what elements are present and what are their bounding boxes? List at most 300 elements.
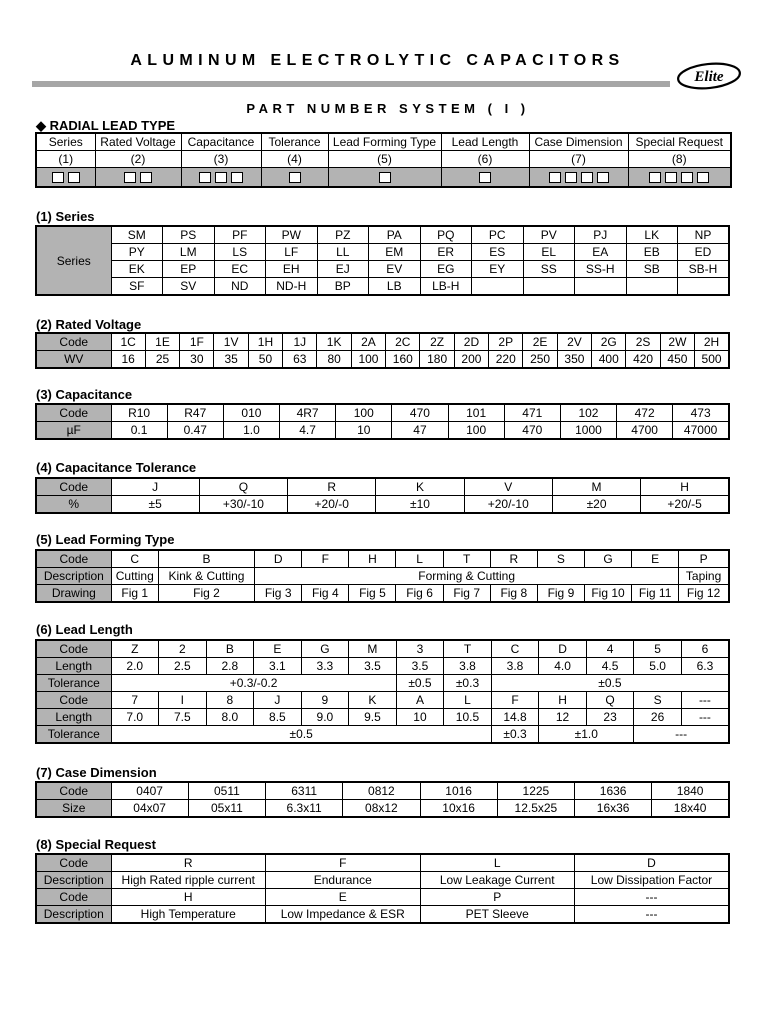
length-cell: 8.0 xyxy=(206,709,254,726)
code-cell: 1K xyxy=(317,333,351,351)
field-number: (5) xyxy=(328,151,441,168)
capacitance-table xyxy=(35,403,730,440)
code-label: Code xyxy=(36,854,111,872)
length-cell: 3.1 xyxy=(254,658,302,675)
digit-box xyxy=(199,172,211,183)
code-cell: P xyxy=(679,550,729,568)
code-cell: 470 xyxy=(392,404,448,422)
wv-cell: 250 xyxy=(523,351,557,369)
field-number: (3) xyxy=(181,151,261,168)
series-code: SM xyxy=(111,226,163,244)
digit-box xyxy=(665,172,677,183)
uf-row xyxy=(36,422,729,440)
series-code: EA xyxy=(575,244,627,261)
series-code: PY xyxy=(111,244,163,261)
capacitance-tolerance-table xyxy=(35,477,730,514)
size-cell: 04x07 xyxy=(111,800,188,818)
code-cell: 101 xyxy=(448,404,504,422)
code-cell: V xyxy=(464,478,552,496)
field-number: (2) xyxy=(95,151,181,168)
length-cell: 2.0 xyxy=(111,658,159,675)
wv-cell: 180 xyxy=(420,351,454,369)
code-cell: Q xyxy=(586,692,634,709)
length-cell: 4.5 xyxy=(586,658,634,675)
special-request-heading: (8) Special Request xyxy=(36,837,156,852)
code-cell: 471 xyxy=(504,404,560,422)
length-label: Length xyxy=(36,709,111,726)
lead-forming-type-heading: (5) Lead Forming Type xyxy=(36,532,175,547)
wv-cell: 350 xyxy=(557,351,591,369)
code-cell: J xyxy=(254,692,302,709)
tolerance-cell: +0.3/-0.2 xyxy=(111,675,396,692)
field-label: Lead Length xyxy=(441,133,529,151)
tolerance-cell: ±1.0 xyxy=(539,726,634,744)
code-cell: K xyxy=(376,478,464,496)
tolerance-cell: ±0.5 xyxy=(111,726,491,744)
code-cell: K xyxy=(349,692,397,709)
length-cell: 10.5 xyxy=(444,709,492,726)
digit-box xyxy=(549,172,561,183)
code-cell: D xyxy=(539,640,587,658)
description-cell: Low Dissipation Factor xyxy=(575,872,730,889)
digit-box xyxy=(581,172,593,183)
rated-voltage-heading: (2) Rated Voltage xyxy=(36,317,142,332)
length-cell: 9.5 xyxy=(349,709,397,726)
drawing-cell: Fig 5 xyxy=(349,585,396,603)
field-label: Tolerance xyxy=(261,133,328,151)
code-cell: R10 xyxy=(111,404,167,422)
tolerance-cell: ±0.5 xyxy=(491,675,729,692)
length-cell: 6.3 xyxy=(681,658,729,675)
code-cell: 6311 xyxy=(266,782,343,800)
capacitance-heading: (3) Capacitance xyxy=(36,387,133,402)
drawing-cell: Fig 4 xyxy=(302,585,349,603)
series-row xyxy=(36,244,729,261)
code-cell: F xyxy=(266,854,421,872)
digit-box xyxy=(379,172,391,183)
tolerance-row xyxy=(36,726,729,744)
percent-cell: +30/-10 xyxy=(199,496,287,514)
code-cell: R xyxy=(288,478,376,496)
wv-cell: 63 xyxy=(283,351,317,369)
code-cell: M xyxy=(552,478,640,496)
drawing-cell: Fig 9 xyxy=(537,585,584,603)
code-cell: D xyxy=(255,550,302,568)
size-cell: 18x40 xyxy=(652,800,729,818)
code-cell: F xyxy=(302,550,349,568)
percent-cell: +20/-10 xyxy=(464,496,552,514)
code-cell: M xyxy=(349,640,397,658)
code-cell: 473 xyxy=(673,404,729,422)
code-cell: 2 xyxy=(159,640,207,658)
drawing-cell: Fig 3 xyxy=(255,585,302,603)
length-cell: 14.8 xyxy=(491,709,539,726)
length-cell: 26 xyxy=(634,709,682,726)
digit-boxes xyxy=(529,168,628,188)
series-code: PA xyxy=(369,226,421,244)
digit-box xyxy=(479,172,491,183)
length-cell: 3.8 xyxy=(444,658,492,675)
uf-cell: 47000 xyxy=(673,422,729,440)
wv-cell: 200 xyxy=(454,351,488,369)
digit-boxes xyxy=(95,168,181,188)
code-cell: 102 xyxy=(560,404,616,422)
series-code: EH xyxy=(266,261,318,278)
special-request-table xyxy=(35,853,730,924)
series-code: EG xyxy=(420,261,472,278)
series-row xyxy=(36,226,729,244)
uf-cell: 0.47 xyxy=(167,422,223,440)
tolerance-label: Tolerance xyxy=(36,675,111,692)
tolerance-cell: ±0.5 xyxy=(396,675,444,692)
wv-cell: 400 xyxy=(592,351,626,369)
drawing-cell: Fig 11 xyxy=(632,585,679,603)
series-code: SS xyxy=(523,261,575,278)
tolerance-label: Tolerance xyxy=(36,726,111,744)
series-code: SS-H xyxy=(575,261,627,278)
svg-text:Elite: Elite xyxy=(694,69,724,85)
code-label: Code xyxy=(36,782,111,800)
series-code: SV xyxy=(163,278,215,296)
wv-cell: 450 xyxy=(660,351,694,369)
series-code: ES xyxy=(472,244,524,261)
code-row xyxy=(36,854,729,872)
series-code xyxy=(575,278,627,296)
series-code: PW xyxy=(266,226,318,244)
uf-cell: 47 xyxy=(392,422,448,440)
drawing-label: Drawing xyxy=(36,585,111,603)
uf-label: µF xyxy=(36,422,111,440)
digit-box xyxy=(68,172,80,183)
series-label: Series xyxy=(36,226,111,295)
wv-row xyxy=(36,351,729,369)
uf-cell: 4700 xyxy=(617,422,673,440)
code-cell: S xyxy=(634,692,682,709)
wv-cell: 100 xyxy=(351,351,385,369)
uf-cell: 0.1 xyxy=(111,422,167,440)
code-cell: --- xyxy=(681,692,729,709)
series-code: EP xyxy=(163,261,215,278)
field-number: (8) xyxy=(628,151,731,168)
code-cell: L xyxy=(420,854,575,872)
code-row xyxy=(36,782,729,800)
code-cell: R47 xyxy=(167,404,223,422)
digit-box xyxy=(289,172,301,183)
code-cell: C xyxy=(491,640,539,658)
percent-cell: +20/-0 xyxy=(288,496,376,514)
radial-lead-type-heading: ◆ RADIAL LEAD TYPE xyxy=(36,118,176,133)
series-code: PC xyxy=(472,226,524,244)
code-label: Code xyxy=(36,333,111,351)
code-cell: 3 xyxy=(396,640,444,658)
code-cell: G xyxy=(301,640,349,658)
code-cell: D xyxy=(575,854,730,872)
series-code: EJ xyxy=(317,261,369,278)
code-cell: C xyxy=(111,550,158,568)
drawing-cell: Fig 2 xyxy=(158,585,254,603)
code-cell: 1636 xyxy=(575,782,652,800)
series-code: EV xyxy=(369,261,421,278)
series-code xyxy=(523,278,575,296)
series-code: PQ xyxy=(420,226,472,244)
description-cell: Endurance xyxy=(266,872,421,889)
digit-boxes xyxy=(441,168,529,188)
description-cell: High Rated ripple current xyxy=(111,872,266,889)
code-label: Code xyxy=(36,692,111,709)
uf-cell: 1.0 xyxy=(223,422,279,440)
series-code xyxy=(626,278,678,296)
series-row xyxy=(36,261,729,278)
description-label: Description xyxy=(36,906,111,924)
code-cell: P xyxy=(420,889,575,906)
description-cell: Low Impedance & ESR xyxy=(266,906,421,924)
uf-cell: 4.7 xyxy=(280,422,336,440)
size-cell: 6.3x11 xyxy=(266,800,343,818)
code-label: Code xyxy=(36,478,111,496)
code-cell: 1V xyxy=(214,333,248,351)
length-cell: 3.3 xyxy=(301,658,349,675)
code-cell: 2V xyxy=(557,333,591,351)
code-cell: I xyxy=(159,692,207,709)
size-cell: 05x11 xyxy=(188,800,265,818)
description-cell: Forming & Cutting xyxy=(255,568,679,585)
code-cell: T xyxy=(444,640,492,658)
percent-cell: ±20 xyxy=(552,496,640,514)
digit-box xyxy=(681,172,693,183)
series-code: ND-H xyxy=(266,278,318,296)
code-cell: E xyxy=(632,550,679,568)
length-cell: 8.5 xyxy=(254,709,302,726)
code-row xyxy=(36,333,729,351)
code-label: Code xyxy=(36,889,111,906)
digit-box xyxy=(565,172,577,183)
series-code: SB xyxy=(626,261,678,278)
series-table xyxy=(35,225,730,296)
description-cell: High Temperature xyxy=(111,906,266,924)
length-cell: --- xyxy=(681,709,729,726)
drawing-cell: Fig 10 xyxy=(584,585,631,603)
code-row xyxy=(36,640,729,658)
wv-label: WV xyxy=(36,351,111,369)
digit-boxes xyxy=(181,168,261,188)
code-cell: 1E xyxy=(145,333,179,351)
series-code: EL xyxy=(523,244,575,261)
size-row xyxy=(36,800,729,818)
length-row xyxy=(36,658,729,675)
field-label: Rated Voltage xyxy=(95,133,181,151)
code-cell: H xyxy=(641,478,729,496)
code-cell: 1840 xyxy=(652,782,729,800)
code-label: Code xyxy=(36,550,111,568)
code-cell: 2S xyxy=(626,333,660,351)
length-cell: 3.5 xyxy=(396,658,444,675)
drawing-cell: Fig 8 xyxy=(490,585,537,603)
code-cell: 2C xyxy=(386,333,420,351)
code-cell: 6 xyxy=(681,640,729,658)
series-code: LK xyxy=(626,226,678,244)
part-number-system-title: PART NUMBER SYSTEM ( I ) xyxy=(246,101,530,116)
code-cell: 2E xyxy=(523,333,557,351)
code-cell: 4 xyxy=(586,640,634,658)
series-code: PJ xyxy=(575,226,627,244)
digit-box xyxy=(52,172,64,183)
series-code: LF xyxy=(266,244,318,261)
code-cell: 2P xyxy=(489,333,523,351)
wv-cell: 160 xyxy=(386,351,420,369)
code-cell: 7 xyxy=(111,692,159,709)
code-cell: B xyxy=(206,640,254,658)
code-cell: E xyxy=(266,889,421,906)
wv-cell: 80 xyxy=(317,351,351,369)
lead-length-table xyxy=(35,639,730,744)
description-cell: Low Leakage Current xyxy=(420,872,575,889)
code-cell: 0511 xyxy=(188,782,265,800)
code-cell: 4R7 xyxy=(280,404,336,422)
series-code: PZ xyxy=(317,226,369,244)
elite-logo xyxy=(676,62,742,90)
field-label: Capacitance xyxy=(181,133,261,151)
series-code: LB xyxy=(369,278,421,296)
digit-box xyxy=(215,172,227,183)
digit-box xyxy=(697,172,709,183)
code-cell: B xyxy=(158,550,254,568)
tolerance-row xyxy=(36,675,729,692)
percent-row xyxy=(36,496,729,514)
size-cell: 16x36 xyxy=(575,800,652,818)
wv-cell: 35 xyxy=(214,351,248,369)
description-row xyxy=(36,906,729,924)
description-cell: PET Sleeve xyxy=(420,906,575,924)
code-cell: H xyxy=(111,889,266,906)
description-cell: Cutting xyxy=(111,568,158,585)
wv-cell: 500 xyxy=(695,351,729,369)
code-cell: 2H xyxy=(695,333,729,351)
series-heading: (1) Series xyxy=(36,209,95,224)
series-code: BP xyxy=(317,278,369,296)
page-title: ALUMINUM ELECTROLYTIC CAPACITORS xyxy=(130,52,625,69)
length-row xyxy=(36,709,729,726)
field-label: Case Dimension xyxy=(529,133,628,151)
rated-voltage-table xyxy=(35,332,730,369)
capacitance-tolerance-heading: (4) Capacitance Tolerance xyxy=(36,460,197,475)
code-cell: 2D xyxy=(454,333,488,351)
lead-length-heading: (6) Lead Length xyxy=(36,622,133,637)
tolerance-cell: ±0.3 xyxy=(491,726,539,744)
digit-box xyxy=(231,172,243,183)
drawing-cell: Fig 1 xyxy=(111,585,158,603)
series-code: EB xyxy=(626,244,678,261)
code-cell: 2Z xyxy=(420,333,454,351)
code-cell: J xyxy=(111,478,199,496)
code-cell: E xyxy=(254,640,302,658)
code-cell: 472 xyxy=(617,404,673,422)
description-row xyxy=(36,872,729,889)
tolerance-cell: --- xyxy=(634,726,729,744)
series-code: SF xyxy=(111,278,163,296)
code-row xyxy=(36,404,729,422)
size-label: Size xyxy=(36,800,111,818)
wv-cell: 420 xyxy=(626,351,660,369)
code-label: Code xyxy=(36,404,111,422)
code-cell: 100 xyxy=(336,404,392,422)
series-code: PF xyxy=(214,226,266,244)
radial-lead-type-table xyxy=(35,132,732,188)
code-cell: T xyxy=(443,550,490,568)
code-cell: F xyxy=(491,692,539,709)
length-cell: 10 xyxy=(396,709,444,726)
code-cell: 5 xyxy=(634,640,682,658)
code-cell: 1225 xyxy=(497,782,574,800)
code-cell: 2W xyxy=(660,333,694,351)
percent-label: % xyxy=(36,496,111,514)
series-code: EY xyxy=(472,261,524,278)
size-cell: 10x16 xyxy=(420,800,497,818)
code-label: Code xyxy=(36,640,111,658)
length-cell: 4.0 xyxy=(539,658,587,675)
code-cell: Z xyxy=(111,640,159,658)
code-cell: A xyxy=(396,692,444,709)
digit-boxes xyxy=(261,168,328,188)
digit-boxes xyxy=(36,168,95,188)
code-cell: H xyxy=(349,550,396,568)
title-divider xyxy=(32,81,670,87)
code-cell: 0407 xyxy=(111,782,188,800)
uf-cell: 100 xyxy=(448,422,504,440)
series-code: ND xyxy=(214,278,266,296)
description-cell: Kink & Cutting xyxy=(158,568,254,585)
drawing-cell: Fig 12 xyxy=(679,585,729,603)
field-label: Series xyxy=(36,133,95,151)
tolerance-cell: ±0.3 xyxy=(444,675,492,692)
code-cell: --- xyxy=(575,889,730,906)
description-label: Description xyxy=(36,568,111,585)
code-cell: 1C xyxy=(111,333,145,351)
series-code: ED xyxy=(678,244,730,261)
digit-box xyxy=(140,172,152,183)
code-row xyxy=(36,692,729,709)
digit-boxes xyxy=(628,168,731,188)
wv-cell: 25 xyxy=(145,351,179,369)
field-number: (6) xyxy=(441,151,529,168)
series-row xyxy=(36,278,729,296)
code-row xyxy=(36,889,729,906)
digit-box xyxy=(597,172,609,183)
series-code: ER xyxy=(420,244,472,261)
series-code: LB-H xyxy=(420,278,472,296)
percent-cell: ±10 xyxy=(376,496,464,514)
code-cell: G xyxy=(584,550,631,568)
series-code: LL xyxy=(317,244,369,261)
size-cell: 08x12 xyxy=(343,800,420,818)
code-cell: 0812 xyxy=(343,782,420,800)
wv-cell: 16 xyxy=(111,351,145,369)
description-cell: Taping xyxy=(679,568,729,585)
case-dimension-heading: (7) Case Dimension xyxy=(36,765,157,780)
digit-box xyxy=(124,172,136,183)
code-cell: 2A xyxy=(351,333,385,351)
length-cell: 3.5 xyxy=(349,658,397,675)
digit-box xyxy=(649,172,661,183)
uf-cell: 1000 xyxy=(560,422,616,440)
series-code xyxy=(472,278,524,296)
length-cell: 3.8 xyxy=(491,658,539,675)
length-cell: 2.5 xyxy=(159,658,207,675)
series-code: PS xyxy=(163,226,215,244)
field-label: Special Request xyxy=(628,133,731,151)
code-cell: 1H xyxy=(248,333,282,351)
code-cell: L xyxy=(444,692,492,709)
length-cell: 7.5 xyxy=(159,709,207,726)
